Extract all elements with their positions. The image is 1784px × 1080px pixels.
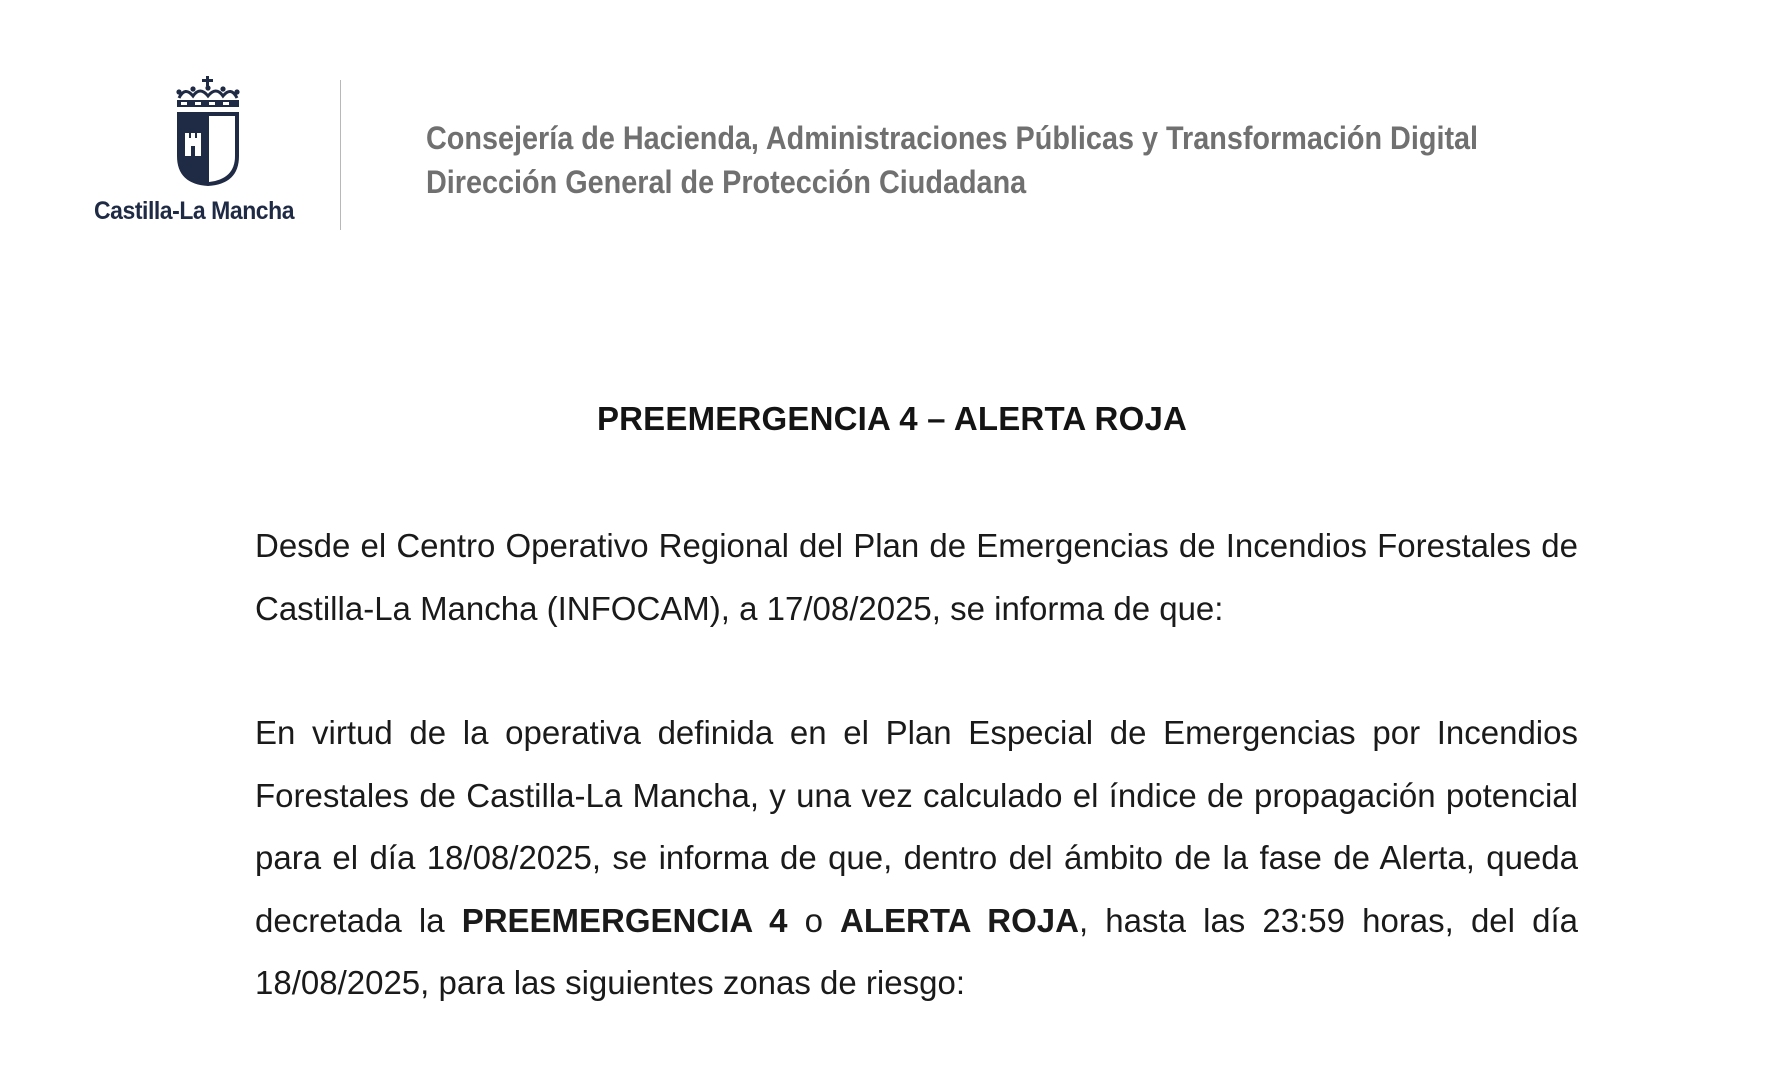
decree-connector: o xyxy=(787,901,841,939)
directorate-name: Dirección General de Protección Ciudadana xyxy=(426,164,1027,200)
document-title: PREEMERGENCIA 4 – ALERTA ROJA xyxy=(596,400,1188,437)
alert-level: ALERTA ROJA xyxy=(840,901,1079,939)
preemergency-level: PREEMERGENCIA 4 xyxy=(461,901,788,939)
decree-text-part-2: , hasta las 23:59 horas, del día 18/08/2025, para las siguientes zonas de riesgo: xyxy=(255,901,1578,1001)
coat-of-arms-icon xyxy=(173,76,243,188)
department-names xyxy=(426,116,1478,204)
castilla-la-mancha-logo xyxy=(88,76,328,236)
decree-paragraph xyxy=(255,702,1578,1015)
header-divider xyxy=(340,80,341,230)
decree-text-part-1: En virtud de la operativa definida en el Plan Especial de Emergencias por Incendios Forestales de Castilla-La Mancha, y una vez calculado el índice de propagación potencial para el día 18/08/2025, se informa de que, dentro del ámbito de la fase de Alerta, queda decretada la xyxy=(255,714,1578,939)
document-header xyxy=(0,0,1784,260)
department-name: Consejería de Hacienda, Administraciones Públicas y Transformación Digital xyxy=(426,120,1479,156)
logo-text: Castilla-La Mancha xyxy=(94,197,295,225)
intro-paragraph: Desde el Centro Operativo Regional del Plan de Emergencias de Incendios Forestales de Castilla-La Mancha (INFOCAM), a 17/08/2025, se informa de que: xyxy=(255,527,1578,627)
